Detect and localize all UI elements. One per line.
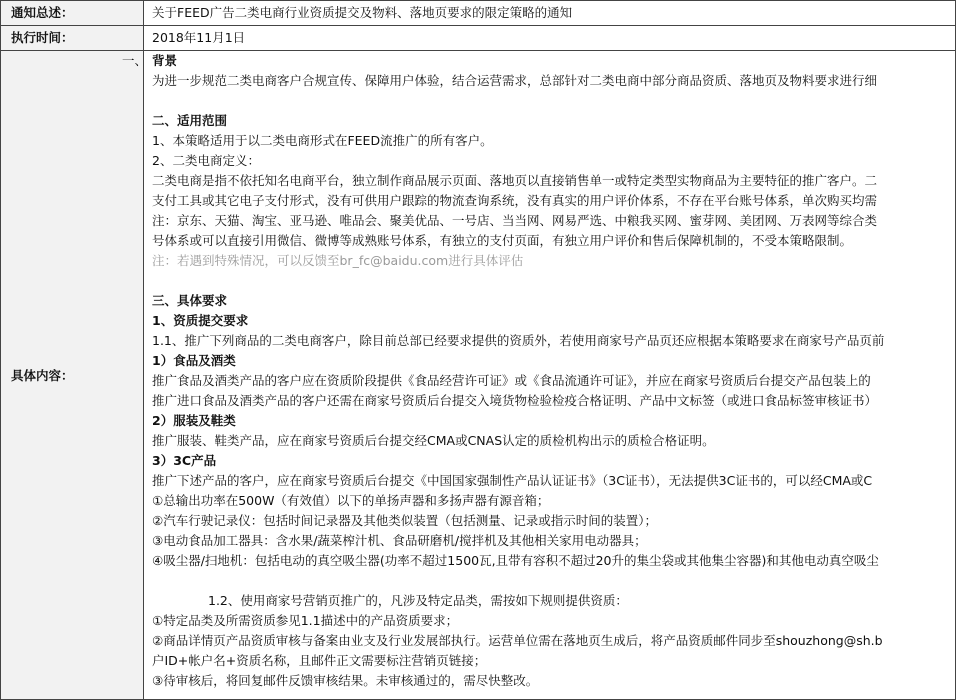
content-cell bbox=[122, 51, 956, 700]
section-index: 一、 bbox=[122, 53, 148, 68]
clothing-heading: 2）服装及鞋类 bbox=[152, 413, 236, 428]
spacer bbox=[152, 91, 955, 111]
rule-1-2-item-1: ①特定品类及所需资质参见1.1描述中的产品资质要求； bbox=[152, 613, 459, 628]
exec-time-value: 2018年11月1日 bbox=[144, 26, 956, 51]
scope-line-2: 2、二类电商定义： bbox=[152, 153, 260, 168]
3c-item-4: ④吸尘器/扫地机：包括电动的真空吸尘器(功率不超过1500瓦,且带有容积不超过20升的集尘袋或其他集尘容器)和其他电动真空吸尘 bbox=[152, 553, 879, 568]
3c-item-1: ①总输出功率在500W（有效值）以下的单扬声器和多扬声器有源音箱； bbox=[152, 493, 550, 508]
summary-value: 关于FEED广告二类电商行业资质提交及物料、落地页要求的限定策略的通知 bbox=[144, 1, 956, 26]
background-text: 为进一步规范二类电商客户合规宣传、保障用户体验，结合运营需求，总部针对二类电商中部分商品资质、落地页及物料要求进行细 bbox=[152, 73, 878, 88]
scope-note: 注：若遇到特殊情况，可以反馈至br_fc@baidu.com进行具体评估 bbox=[152, 253, 524, 268]
food-heading: 1）食品及酒类 bbox=[152, 353, 236, 368]
qualification-heading: 1、资质提交要求 bbox=[152, 313, 249, 328]
rule-1-2-item-3: ③待审核后，将回复邮件反馈审核结果。未审核通过的，需尽快整改。 bbox=[152, 673, 539, 688]
background-heading bbox=[122, 51, 955, 71]
content-label: 具体内容： bbox=[1, 51, 144, 700]
3c-heading: 3）3C产品 bbox=[152, 453, 217, 468]
section-title-background: 背景 bbox=[152, 53, 178, 68]
scope-line-3: 二类电商是指不依托知名电商平台，独立制作商品展示页面、落地页以直接销售单一或特定类型实物商品为主要特征的推广客户。二 bbox=[152, 173, 878, 188]
clothing-line-1: 推广服装、鞋类产品，应在商家号资质后台提交经CMA或CNAS认定的质检机构出示的质检合格证明。 bbox=[152, 433, 715, 448]
3c-line-1: 推广下述产品的客户，应在商家号资质后台提交《中国国家强制性产品认证证书》（3C证书），无法提供3C证书的，可以经CMA或C bbox=[152, 473, 873, 488]
rule-1-2-item-2-cont: 户ID+帐户名+资质名称，且邮件正文需要标注营销页链接； bbox=[152, 653, 487, 668]
food-line-1: 推广食品及酒类产品的客户应在资质阶段提供《食品经营许可证》或《食品流通许可证》，并应在商家号资质后台提交产品包装上的 bbox=[152, 373, 871, 388]
scope-line-5: 注：京东、天猫、淘宝、亚马逊、唯品会、聚美优品、一号店、当当网、网易严选、中粮我买网、蜜芽网、美团网、万表网等综合类 bbox=[152, 213, 878, 228]
exec-time-row bbox=[1, 26, 956, 51]
3c-item-2: ②汽车行驶记录仪：包括时间记录器及其他类似装置（包括测量、记录或指示时间的装置）； bbox=[152, 513, 657, 528]
rule-1-2-item-2: ②商品详情页产品资质审核与备案由业支及行业发展部执行。运营单位需在落地页生成后，将产品资质邮件同步至shouzhong@sh.b bbox=[152, 633, 883, 648]
rule-1-1: 1.1、推广下列商品的二类电商客户，除目前总部已经要求提供的资质外，若使用商家号产品页还应根据本策略要求在商家号产品页前 bbox=[152, 333, 885, 348]
scope-heading: 二、适用范围 bbox=[152, 113, 228, 128]
summary-label: 通知总述： bbox=[1, 1, 144, 26]
scope-line-4: 支付工具或其它电子支付形式，没有可供用户跟踪的物流查询系统，没有真实的用户评价体系，不存在平台账号体系，单次购买均需 bbox=[152, 193, 878, 208]
spacer bbox=[152, 271, 955, 291]
food-line-2: 推广进口食品及酒类产品的客户还需在商家号资质后台提交入境货物检验检疫合格证明、产品中文标签（或进口食品标签审核证书） bbox=[152, 393, 878, 408]
scope-line-6: 号体系或可以直接引用微信、微博等成熟账号体系，有独立的支付页面，有独立用户评价和售后保障机制的，不受本策略限制。 bbox=[152, 233, 853, 248]
content-body bbox=[122, 51, 955, 699]
scope-line-1: 1、本策略适用于以二类电商形式在FEED流推广的所有客户。 bbox=[152, 133, 493, 148]
exec-time-label: 执行时间： bbox=[1, 26, 144, 51]
3c-item-3: ③电动食品加工器具：含水果/蔬菜榨汁机、食品研磨机/搅拌机及其他相关家用电动器具； bbox=[152, 533, 647, 548]
summary-row bbox=[1, 1, 956, 26]
spacer bbox=[152, 571, 955, 591]
content-row bbox=[1, 51, 956, 700]
rule-1-2: 1.2、使用商家号营销页推广的，凡涉及特定品类，需按如下规则提供资质： bbox=[208, 593, 628, 608]
requirements-heading: 三、具体要求 bbox=[152, 293, 228, 308]
